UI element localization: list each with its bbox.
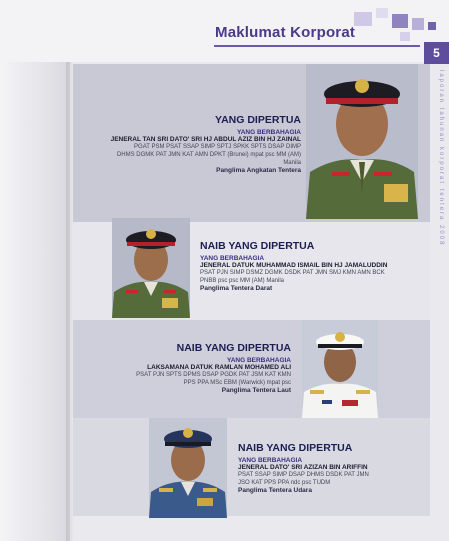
portrait-photo-4 xyxy=(149,418,227,518)
deco-square xyxy=(400,32,410,41)
page-binding xyxy=(0,0,70,541)
official-1-qual-1: PGAT PSM PSAT SSAP SIMP SPTJ SPKK SPTS DSAP DIMP xyxy=(134,144,301,150)
official-4-honorific: YANG BERBAHAGIA xyxy=(238,457,303,464)
official-4-qual-2: JSO KAT PPS PPA ndc psc TUDM xyxy=(238,480,331,486)
title-underline xyxy=(214,45,420,47)
deco-square xyxy=(428,22,436,30)
deco-square xyxy=(392,14,408,28)
official-2-role: Panglima Tentera Darat xyxy=(200,285,273,292)
official-2-honorific: YANG BERBAHAGIA xyxy=(200,255,265,262)
official-2-qual-1: PSAT PJN SIMP DSMZ DGMK DSDK PAT JMN SMJ KMN AMN BCK xyxy=(200,270,385,276)
official-3-qual-1: PSAT PJN SPTS DPMS DSAP PGDK PAT JSM KAT KMN xyxy=(136,372,291,378)
official-1-honorific: YANG BERBAHAGIA xyxy=(236,129,301,136)
official-2-qual-2: PNBB psc psc MM (AM) Manila xyxy=(200,278,285,284)
official-3-name: LAKSAMANA DATUK RAMLAN MOHAMED ALI xyxy=(147,364,291,371)
official-2-name: JENERAL DATUK MUHAMMAD ISMAIL BIN HJ JAMALUDDIN xyxy=(200,262,388,269)
official-4-text xyxy=(238,442,369,494)
side-running-text: laporan tahunan korporat tentera 2008 xyxy=(438,70,444,247)
official-3-text xyxy=(136,342,291,394)
portrait-photo-2 xyxy=(112,218,190,318)
official-3-qual-2: PPS PPA MSc EBM (Warwick) mpat psc xyxy=(183,380,291,386)
official-2-text xyxy=(200,240,387,292)
official-1-text xyxy=(111,114,301,174)
deco-square xyxy=(376,8,388,18)
official-1-role: Panglima Angkatan Tentera xyxy=(216,167,301,174)
portrait-photo-3 xyxy=(302,320,378,418)
deco-square xyxy=(354,12,372,26)
page-title: Maklumat Korporat xyxy=(215,24,356,41)
official-3-role: Panglima Tentera Laut xyxy=(221,387,291,394)
portrait-photo-1 xyxy=(306,64,418,219)
official-2-title: NAIB YANG DIPERTUA xyxy=(200,240,315,252)
official-4-qual-1: PSAT SSAP SIMP DSAP DHMS DSDK PAT JMN xyxy=(238,472,369,478)
official-1-qual-2: DHMS DGMK PAT JMN KAT AMN DPKT (Brunei) mpat psc MM (AM) xyxy=(116,152,301,158)
official-1-title: YANG DIPERTUA xyxy=(215,114,301,126)
deco-square xyxy=(412,18,424,30)
official-1-qual-3: Manila xyxy=(283,160,301,166)
official-4-title: NAIB YANG DIPERTUA xyxy=(238,442,353,454)
page-number: 5 xyxy=(424,42,449,64)
official-4-name: JENERAL DATO' SRI AZIZAN BIN ARIFFIN xyxy=(238,464,368,471)
official-1-name: JENERAL TAN SRI DATO' SRI HJ ABDUL AZIZ BIN HJ ZAINAL xyxy=(110,136,301,143)
official-3-honorific: YANG BERBAHAGIA xyxy=(226,357,291,364)
official-4-role: Panglima Tentera Udara xyxy=(238,487,312,494)
official-3-title: NAIB YANG DIPERTUA xyxy=(176,342,291,354)
